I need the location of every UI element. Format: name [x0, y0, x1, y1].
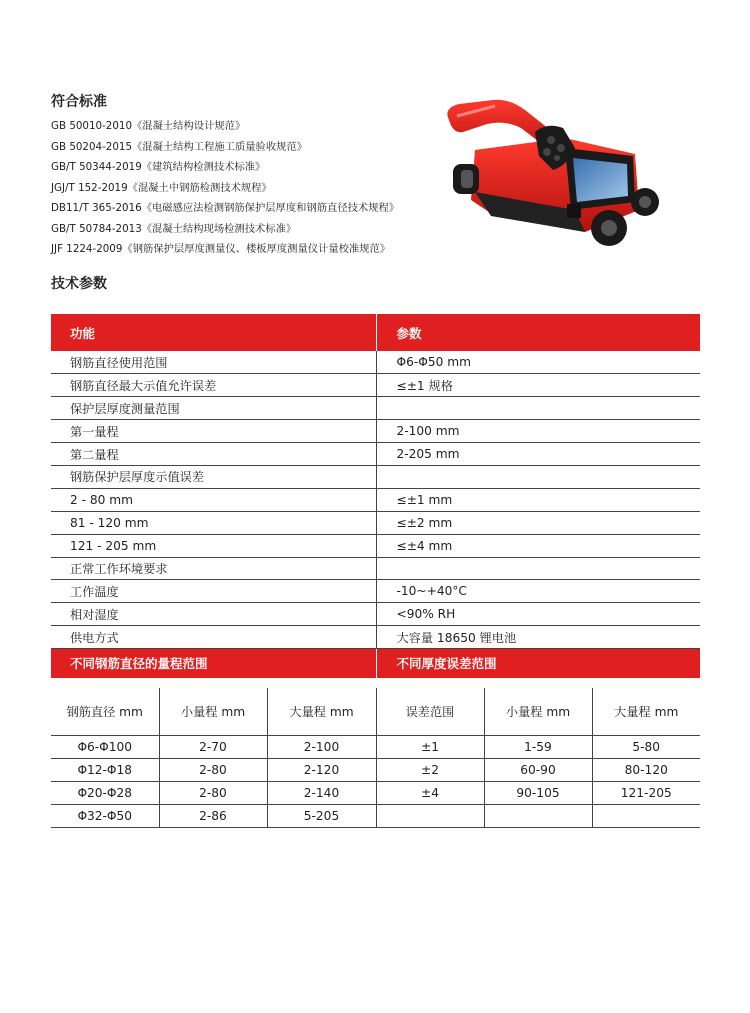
table-row	[51, 580, 700, 603]
param-cell: ≤±1 规格	[376, 374, 700, 397]
range-table	[51, 688, 700, 828]
standards-title: 符合标准	[51, 94, 107, 110]
cell: 2-120	[267, 758, 376, 781]
section-header-row	[51, 649, 700, 678]
col-header: 大量程 mm	[267, 688, 376, 735]
cell: ±1	[376, 735, 484, 758]
table-row	[51, 781, 700, 804]
param-cell	[376, 397, 700, 420]
tech-params-title: 技术参数	[51, 276, 107, 292]
range-header-row	[51, 688, 700, 735]
param-cell: ≤±1 mm	[376, 488, 700, 511]
param-cell: 2-100 mm	[376, 420, 700, 443]
cell	[376, 804, 484, 827]
func-cell: 正常工作环境要求	[51, 557, 376, 580]
table-row	[51, 443, 700, 466]
spec-header-row	[51, 314, 700, 351]
func-cell: 保护层厚度测量范围	[51, 397, 376, 420]
cell: Φ32-Φ50	[51, 804, 159, 827]
cell: 80-120	[592, 758, 700, 781]
cell: 2-140	[267, 781, 376, 804]
table-row	[51, 420, 700, 443]
rebar-detector-image	[435, 92, 687, 252]
param-cell: <90% RH	[376, 603, 700, 626]
param-cell	[376, 465, 700, 488]
spec-table	[51, 314, 700, 678]
param-cell: ≤±2 mm	[376, 511, 700, 534]
cell: 90-105	[484, 781, 592, 804]
cell: ±4	[376, 781, 484, 804]
table-row	[51, 534, 700, 557]
func-cell: 2 - 80 mm	[51, 488, 376, 511]
func-cell: 第一量程	[51, 420, 376, 443]
func-cell: 121 - 205 mm	[51, 534, 376, 557]
table-row	[51, 804, 700, 827]
func-cell: 钢筋直径最大示值允许误差	[51, 374, 376, 397]
standard-item: DB11/T 365-2016《电磁感应法检测钢筋保护层厚度和钢筋直径技术规程》	[51, 202, 400, 214]
cell: 1-59	[484, 735, 592, 758]
table-row	[51, 735, 700, 758]
standard-item: JJF 1224-2009《钢筋保护层厚度测量仪、楼板厚度测量仪计量校准规范》	[51, 243, 391, 255]
param-cell: 大容量 18650 锂电池	[376, 626, 700, 649]
cell: 5-205	[267, 804, 376, 827]
col-header: 误差范围	[376, 688, 484, 735]
cell: 2-100	[267, 735, 376, 758]
table-row	[51, 351, 700, 374]
section-range-title: 不同钢筋直径的量程范围	[51, 649, 376, 678]
func-cell: 81 - 120 mm	[51, 511, 376, 534]
table-row	[51, 374, 700, 397]
table-row	[51, 488, 700, 511]
table-row	[51, 603, 700, 626]
param-cell: 2-205 mm	[376, 443, 700, 466]
cell: Φ6-Φ100	[51, 735, 159, 758]
table-row	[51, 626, 700, 649]
col-header: 小量程 mm	[159, 688, 267, 735]
func-cell: 钢筋直径使用范围	[51, 351, 376, 374]
param-cell: ≤±4 mm	[376, 534, 700, 557]
col-header: 大量程 mm	[592, 688, 700, 735]
col-header: 小量程 mm	[484, 688, 592, 735]
table-row	[51, 397, 700, 420]
cell: 2-80	[159, 758, 267, 781]
col-header: 钢筋直径 mm	[51, 688, 159, 735]
table-row	[51, 758, 700, 781]
table-row	[51, 465, 700, 488]
standard-item: GB/T 50344-2019《建筑结构检测技术标准》	[51, 161, 266, 173]
standard-item: JGJ/T 152-2019《混凝土中钢筋检测技术规程》	[51, 181, 272, 194]
standard-item: GB/T 50784-2013《混凝土结构现场检测技术标准》	[51, 222, 297, 235]
cell: 2-70	[159, 735, 267, 758]
header-param: 参数	[376, 314, 700, 351]
standard-item: GB 50010-2010《混凝土结构设计规范》	[51, 120, 246, 132]
cell: 2-80	[159, 781, 267, 804]
param-cell	[376, 557, 700, 580]
standards-list	[51, 116, 441, 260]
cell: Φ12-Φ18	[51, 758, 159, 781]
cell: 5-80	[592, 735, 700, 758]
cell: ±2	[376, 758, 484, 781]
table-row	[51, 511, 700, 534]
param-cell: -10~+40°C	[376, 580, 700, 603]
section-error-title: 不同厚度误差范围	[376, 649, 700, 678]
standard-item: GB 50204-2015《混凝土结构工程施工质量验收规范》	[51, 140, 308, 153]
cell: 60-90	[484, 758, 592, 781]
cell: 2-86	[159, 804, 267, 827]
table-row	[51, 557, 700, 580]
cell	[484, 804, 592, 827]
func-cell: 供电方式	[51, 626, 376, 649]
func-cell: 钢筋保护层厚度示值误差	[51, 465, 376, 488]
func-cell: 工作温度	[51, 580, 376, 603]
func-cell: 第二量程	[51, 443, 376, 466]
cell: Φ20-Φ28	[51, 781, 159, 804]
cell: 121-205	[592, 781, 700, 804]
func-cell: 相对湿度	[51, 603, 376, 626]
header-func: 功能	[51, 314, 376, 351]
param-cell: Φ6-Φ50 mm	[376, 351, 700, 374]
cell	[592, 804, 700, 827]
